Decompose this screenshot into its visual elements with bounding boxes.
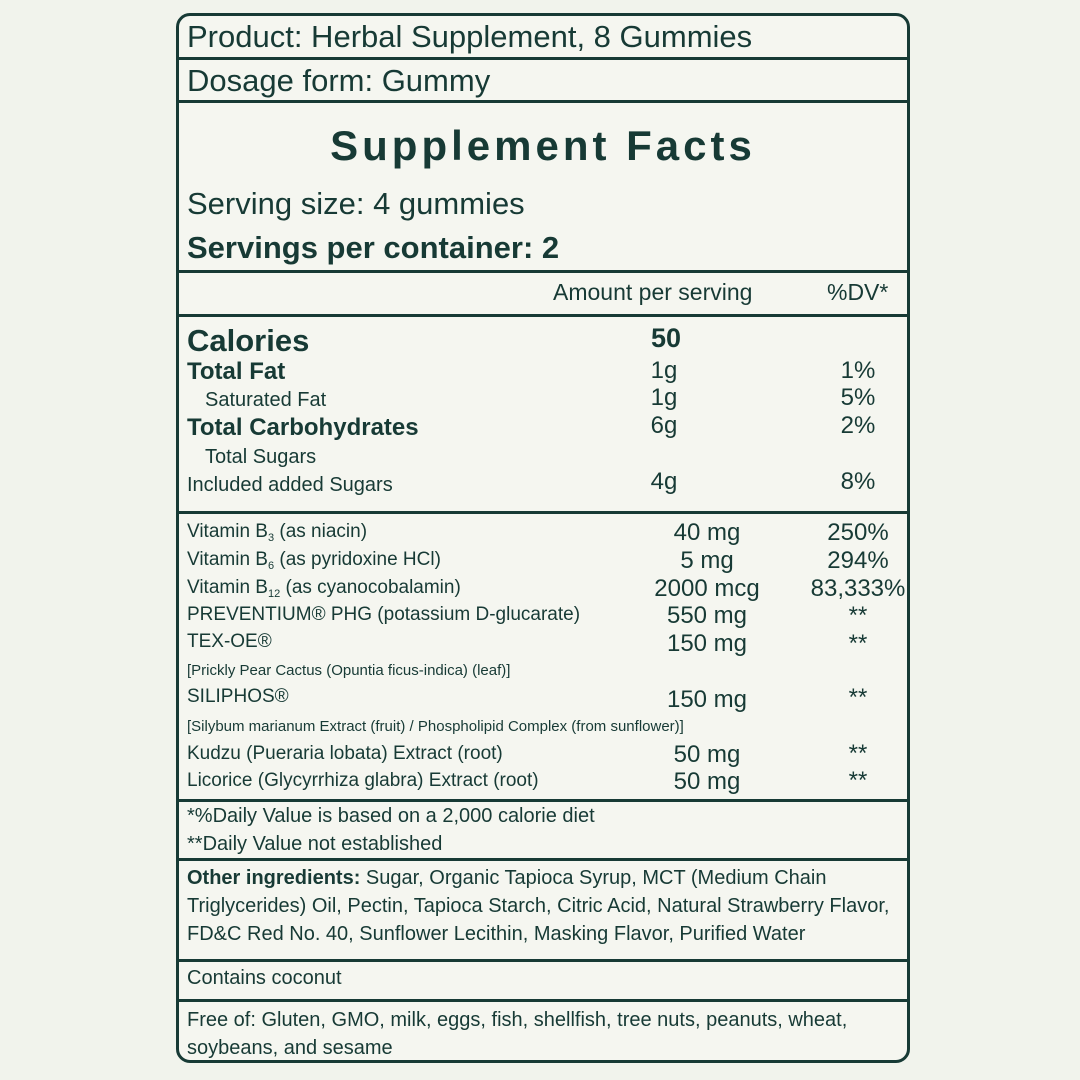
ingredient-name: Kudzu (Pueraria lobata) Extract (root) [187,743,503,764]
dosage-line: Dosage form: Gummy [187,63,491,98]
ingredient-dv: 250% [827,519,889,546]
other-ingredients-label: Other ingredients: [187,867,361,889]
divider [179,858,907,861]
ingredient-name: SILIPHOS® [187,686,289,707]
servings-per-container: Servings per container: 2 [187,230,560,265]
nutrient-amount: 1g [650,384,678,411]
ingredient-dv: 294% [827,547,889,574]
ingredient-dv: 83,333% [810,575,906,602]
divider [179,314,907,317]
divider [179,999,907,1002]
footnote: *%Daily Value is based on a 2,000 calorie diet [187,805,595,827]
ingredient-dv: ** [848,684,868,711]
ingredient-amount: 150 mg [666,630,748,657]
divider [179,100,907,103]
footnote: **Daily Value not established [187,833,443,855]
divider [179,799,907,802]
ingredient-amount: 50 mg [673,768,741,795]
supplement-facts-label [176,13,910,1063]
nutrient-name: Calories [187,323,310,358]
nutrient-amount: 6g [650,412,678,439]
ingredient-note: [Prickly Pear Cactus (Opuntia ficus-indica) (leaf)] [187,662,511,679]
nutrient-amount: 4g [650,468,678,495]
allergen-contains: Contains coconut [187,967,342,989]
nutrient-name: Total Sugars [205,446,317,468]
other-ingredients [187,864,901,948]
panel-title: Supplement Facts [330,122,756,169]
amount-header: Amount per serving [553,279,753,305]
divider [179,511,907,514]
product-line: Product: Herbal Supplement, 8 Gummies [187,19,753,54]
ingredient-name: Vitamin $B_3$ (as niacin) [187,521,368,544]
divider [179,959,907,962]
ingredient-name: Vitamin $B_{12}$ (as cyanocobalamin) [187,577,461,600]
ingredient-name: PREVENTIUM® PHG (potassium D-glucarate) [187,604,581,625]
ingredient-amount: 2000 mcg [654,575,760,602]
nutrient-name: Saturated Fat [205,389,327,411]
ingredient-name: TEX-OE® [187,631,272,652]
ingredient-amount: 40 mg [673,519,741,546]
ingredient-name: Vitamin $B_6$ (as pyridoxine HCl) [187,549,441,572]
nutrient-dv: 2% [840,412,876,439]
nutrient-dv: 5% [840,384,876,411]
serving-size: Serving size: 4 gummies [187,186,525,221]
ingredient-amount: 150 mg [666,686,748,713]
free-of-statement: Free of: Gluten, GMO, milk, eggs, fish, shellfish, tree nuts, peanuts, wheat, soybeans, and sesame [187,1009,848,1059]
ingredient-dv: ** [848,740,868,767]
nutrient-name: Total Fat [187,358,286,385]
nutrient-amount: 1g [650,357,678,384]
nutrient-dv: 8% [840,468,876,495]
divider [179,57,907,60]
nutrient-dv: 1% [840,357,876,384]
ingredient-name: Licorice (Glycyrrhiza glabra) Extract (root) [187,770,539,791]
ingredient-amount: 50 mg [673,741,741,768]
ingredient-amount: 550 mg [666,602,748,629]
nutrient-amount: 50 [650,323,682,353]
other-ingredients-text: Sugar, Organic Tapioca Syrup, MCT (Medium Chain Triglycerides) Oil, Pectin, Tapioca Starch, Citric Acid, Natural Strawberry Flavor, FD&C Red No. 40, Sunflower Lecithin, Masking Flavor, Purified Water [187,867,890,945]
ingredient-dv: ** [848,602,868,629]
ingredient-note: [Silybum marianum Extract (fruit) / Phospholipid Complex (from sunflower)] [187,718,684,735]
ingredient-dv: ** [848,630,868,657]
nutrient-name: Included added Sugars [187,474,393,496]
divider [179,270,907,273]
ingredient-amount: 5 mg [680,547,734,574]
ingredient-dv: ** [848,767,868,794]
dv-header: %DV* [827,279,889,305]
nutrient-name: Total Carbohydrates [187,414,419,441]
